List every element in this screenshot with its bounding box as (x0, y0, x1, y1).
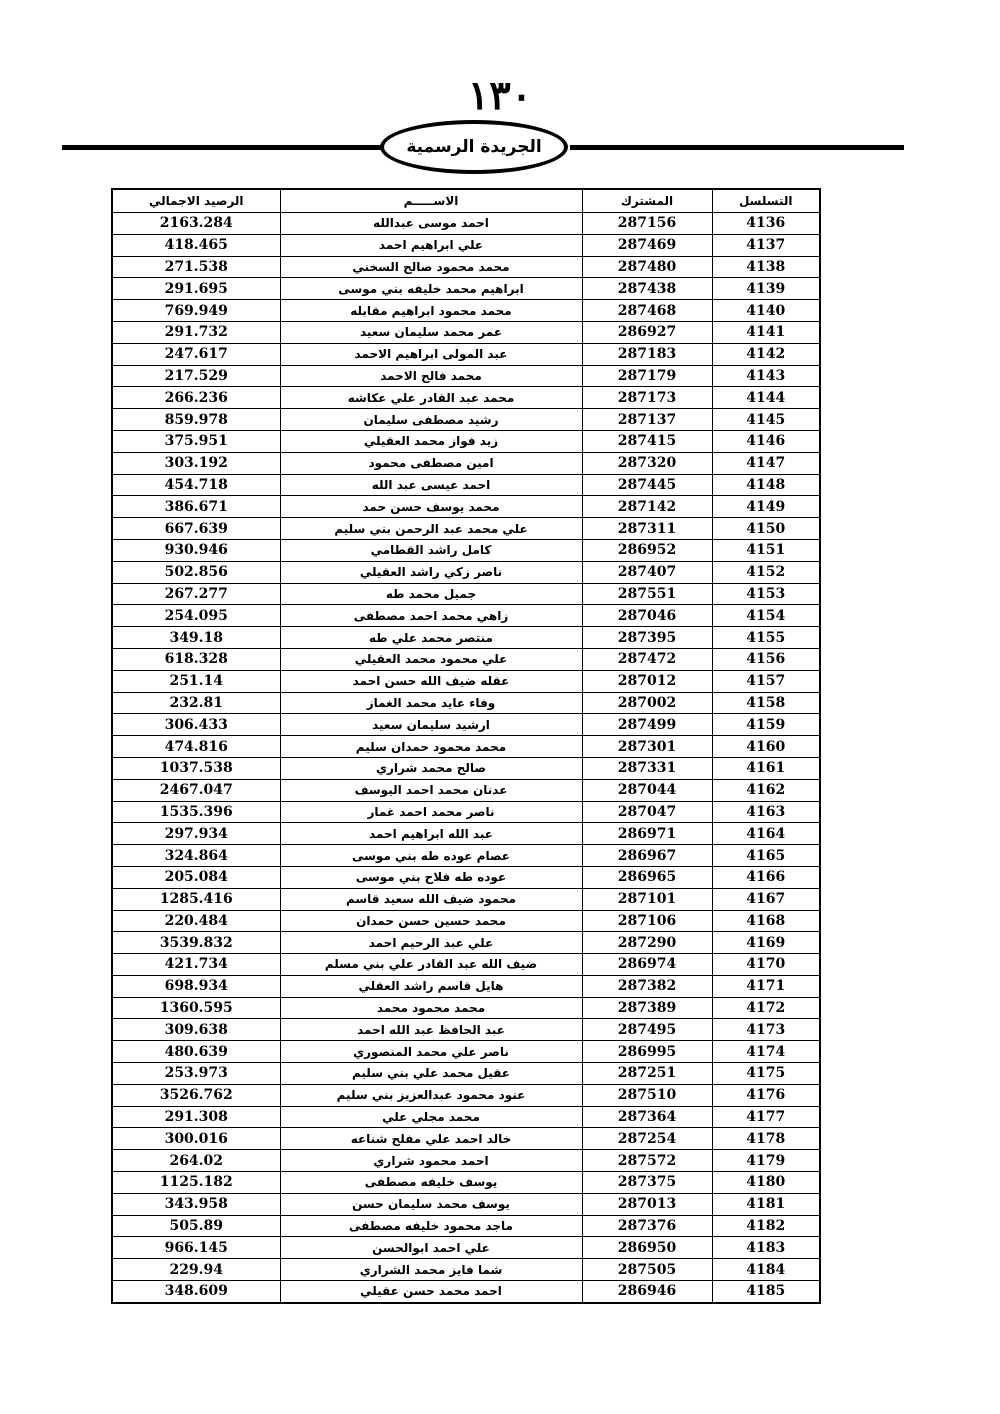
subscriber-cell: 287376 (582, 1215, 712, 1237)
subscriber-cell: 287495 (582, 1019, 712, 1041)
subscribers-table (111, 188, 821, 1304)
table-body (112, 213, 820, 1303)
subscriber-cell: 287002 (582, 692, 712, 714)
table-row (112, 1281, 820, 1303)
name-cell: محمد فالح الاحمد (280, 365, 582, 387)
serial-cell: 4141 (712, 321, 820, 343)
name-cell: محمد عبد القادر علي عكاشه (280, 387, 582, 409)
table-row (112, 343, 820, 365)
subscriber-cell: 286974 (582, 954, 712, 976)
subscriber-cell: 287472 (582, 648, 712, 670)
balance-cell: 264.02 (112, 1150, 280, 1172)
name-cell: كامل راشد القطامي (280, 539, 582, 561)
table-row (112, 757, 820, 779)
serial-cell: 4183 (712, 1237, 820, 1259)
column-header-total-balance: الرصيد الاجمالي (112, 189, 280, 213)
balance-cell: 1285.416 (112, 888, 280, 910)
table-row (112, 1215, 820, 1237)
serial-cell: 4154 (712, 605, 820, 627)
serial-cell: 4143 (712, 365, 820, 387)
subscriber-cell: 287142 (582, 496, 712, 518)
name-cell: منتصر محمد علي طه (280, 627, 582, 649)
subscriber-cell: 287551 (582, 583, 712, 605)
serial-cell: 4176 (712, 1084, 820, 1106)
serial-cell: 4165 (712, 845, 820, 867)
name-cell: يوسف محمد سليمان حسن (280, 1193, 582, 1215)
name-cell: هايل قاسم راشد العقلي (280, 975, 582, 997)
name-cell: عبد الله ابراهيم احمد (280, 823, 582, 845)
balance-cell: 454.718 (112, 474, 280, 496)
table-row (112, 234, 820, 256)
subscriber-cell: 286995 (582, 1041, 712, 1063)
serial-cell: 4182 (712, 1215, 820, 1237)
balance-cell: 1037.538 (112, 757, 280, 779)
serial-cell: 4172 (712, 997, 820, 1019)
table-row (112, 670, 820, 692)
name-cell: عنود محمود عبدالعزيز بني سليم (280, 1084, 582, 1106)
subscriber-cell: 287395 (582, 627, 712, 649)
balance-cell: 3539.832 (112, 932, 280, 954)
table-row (112, 1150, 820, 1172)
balance-cell: 930.946 (112, 539, 280, 561)
table-row (112, 932, 820, 954)
name-cell: زاهي محمد احمد مصطفى (280, 605, 582, 627)
balance-cell: 421.734 (112, 954, 280, 976)
balance-cell: 418.465 (112, 234, 280, 256)
name-cell: علي محمد عبد الرحمن بني سليم (280, 518, 582, 540)
table-row (112, 1084, 820, 1106)
serial-cell: 4147 (712, 452, 820, 474)
table-row (112, 452, 820, 474)
name-cell: عبد المولى ابراهيم الاحمد (280, 343, 582, 365)
name-cell: رشيد مصطفى سليمان (280, 409, 582, 431)
subscriber-cell: 287254 (582, 1128, 712, 1150)
serial-cell: 4142 (712, 343, 820, 365)
serial-cell: 4137 (712, 234, 820, 256)
serial-cell: 4155 (712, 627, 820, 649)
subscriber-cell: 287183 (582, 343, 712, 365)
table-row (112, 888, 820, 910)
name-cell: زيد فواز محمد العقيلي (280, 430, 582, 452)
table-row (112, 539, 820, 561)
name-cell: محمد محمود محمد (280, 997, 582, 1019)
table-row (112, 692, 820, 714)
balance-cell: 474.816 (112, 736, 280, 758)
balance-cell: 291.308 (112, 1106, 280, 1128)
name-cell: احمد محمد حسن عقيلي (280, 1281, 582, 1303)
serial-cell: 4146 (712, 430, 820, 452)
serial-cell: 4161 (712, 757, 820, 779)
table-row (112, 648, 820, 670)
balance-cell: 966.145 (112, 1237, 280, 1259)
table-row (112, 605, 820, 627)
serial-cell: 4163 (712, 801, 820, 823)
name-cell: علي احمد ابوالحسن (280, 1237, 582, 1259)
table-row (112, 387, 820, 409)
name-cell: ناصر علي محمد المنصوري (280, 1041, 582, 1063)
serial-cell: 4168 (712, 910, 820, 932)
subscriber-cell: 287382 (582, 975, 712, 997)
serial-cell: 4169 (712, 932, 820, 954)
serial-cell: 4179 (712, 1150, 820, 1172)
table-row (112, 866, 820, 888)
table-row (112, 1237, 820, 1259)
table-row (112, 1106, 820, 1128)
table-row (112, 823, 820, 845)
subscriber-cell: 287480 (582, 256, 712, 278)
subscriber-cell: 287047 (582, 801, 712, 823)
balance-cell: 266.236 (112, 387, 280, 409)
balance-cell: 303.192 (112, 452, 280, 474)
serial-cell: 4173 (712, 1019, 820, 1041)
subscriber-cell: 287469 (582, 234, 712, 256)
subscriber-cell: 287013 (582, 1193, 712, 1215)
header-rule-right (570, 145, 904, 150)
subscriber-cell: 287179 (582, 365, 712, 387)
subscriber-cell: 287389 (582, 997, 712, 1019)
balance-cell: 480.639 (112, 1041, 280, 1063)
name-cell: عقله ضيف الله حسن احمد (280, 670, 582, 692)
table-row (112, 975, 820, 997)
subscriber-cell: 287445 (582, 474, 712, 496)
table-row (112, 1041, 820, 1063)
name-cell: محمد يوسف حسن حمد (280, 496, 582, 518)
balance-cell: 343.958 (112, 1193, 280, 1215)
serial-cell: 4152 (712, 561, 820, 583)
table-row (112, 518, 820, 540)
name-cell: خالد احمد علي مفلح شناعه (280, 1128, 582, 1150)
balance-cell: 324.864 (112, 845, 280, 867)
serial-cell: 4167 (712, 888, 820, 910)
name-cell: عمر محمد سليمان سعيد (280, 321, 582, 343)
serial-cell: 4162 (712, 779, 820, 801)
subscriber-cell: 287311 (582, 518, 712, 540)
subscriber-cell: 287375 (582, 1172, 712, 1194)
table-row (112, 496, 820, 518)
subscriber-cell: 287251 (582, 1063, 712, 1085)
name-cell: ارشيد سليمان سعيد (280, 714, 582, 736)
serial-cell: 4181 (712, 1193, 820, 1215)
serial-cell: 4170 (712, 954, 820, 976)
subscriber-cell: 287499 (582, 714, 712, 736)
table-row (112, 430, 820, 452)
serial-cell: 4138 (712, 256, 820, 278)
table-row (112, 278, 820, 300)
table-row (112, 300, 820, 322)
subscriber-cell: 286952 (582, 539, 712, 561)
name-cell: عبد الحافظ عبد الله احمد (280, 1019, 582, 1041)
balance-cell: 291.695 (112, 278, 280, 300)
subscriber-cell: 287510 (582, 1084, 712, 1106)
subscriber-cell: 287173 (582, 387, 712, 409)
serial-cell: 4153 (712, 583, 820, 605)
name-cell: احمد عيسى عبد الله (280, 474, 582, 496)
balance-cell: 348.609 (112, 1281, 280, 1303)
balance-cell: 667.639 (112, 518, 280, 540)
name-cell: علي ابراهيم احمد (280, 234, 582, 256)
name-cell: ناصر زكي راشد العقيلي (280, 561, 582, 583)
subscriber-cell: 287106 (582, 910, 712, 932)
serial-cell: 4159 (712, 714, 820, 736)
gazette-title: الجريدة الرسمية (406, 137, 542, 157)
serial-cell: 4166 (712, 866, 820, 888)
subscriber-cell: 287044 (582, 779, 712, 801)
name-cell: محمد مجلي علي (280, 1106, 582, 1128)
table-row (112, 910, 820, 932)
serial-cell: 4175 (712, 1063, 820, 1085)
name-cell: محمد محمود حمدان سليم (280, 736, 582, 758)
table-row (112, 736, 820, 758)
name-cell: عصام عوده طه بني موسى (280, 845, 582, 867)
table-row (112, 845, 820, 867)
balance-cell: 217.529 (112, 365, 280, 387)
serial-cell: 4156 (712, 648, 820, 670)
name-cell: ناصر محمد احمد غمار (280, 801, 582, 823)
name-cell: شما فايز محمد الشراري (280, 1259, 582, 1281)
name-cell: محمد حسين حسن حمدان (280, 910, 582, 932)
balance-cell: 698.934 (112, 975, 280, 997)
subscriber-cell: 287331 (582, 757, 712, 779)
table-row (112, 1172, 820, 1194)
balance-cell: 297.934 (112, 823, 280, 845)
name-cell: وفاء عايد محمد الغماز (280, 692, 582, 714)
subscriber-cell: 287137 (582, 409, 712, 431)
subscriber-cell: 287101 (582, 888, 712, 910)
balance-cell: 502.856 (112, 561, 280, 583)
serial-cell: 4148 (712, 474, 820, 496)
subscriber-cell: 286971 (582, 823, 712, 845)
balance-cell: 229.94 (112, 1259, 280, 1281)
table-header-row (112, 189, 820, 213)
serial-cell: 4145 (712, 409, 820, 431)
name-cell: احمد موسى عبدالله (280, 213, 582, 235)
balance-cell: 505.89 (112, 1215, 280, 1237)
balance-cell: 247.617 (112, 343, 280, 365)
balance-cell: 205.084 (112, 866, 280, 888)
subscriber-cell: 287407 (582, 561, 712, 583)
balance-cell: 1535.396 (112, 801, 280, 823)
balance-cell: 349.18 (112, 627, 280, 649)
serial-cell: 4149 (712, 496, 820, 518)
subscriber-cell: 287012 (582, 670, 712, 692)
table-row (112, 256, 820, 278)
subscriber-cell: 287505 (582, 1259, 712, 1281)
subscriber-cell: 287468 (582, 300, 712, 322)
table-row (112, 779, 820, 801)
serial-cell: 4144 (712, 387, 820, 409)
balance-cell: 2163.284 (112, 213, 280, 235)
balance-cell: 1125.182 (112, 1172, 280, 1194)
name-cell: صالح محمد شراري (280, 757, 582, 779)
subscriber-cell: 287320 (582, 452, 712, 474)
balance-cell: 2467.047 (112, 779, 280, 801)
subscriber-cell: 287364 (582, 1106, 712, 1128)
name-cell: احمد محمود شراري (280, 1150, 582, 1172)
serial-cell: 4171 (712, 975, 820, 997)
name-cell: محمد محمود ابراهيم مقابله (280, 300, 582, 322)
serial-cell: 4140 (712, 300, 820, 322)
subscriber-cell: 287156 (582, 213, 712, 235)
balance-cell: 254.095 (112, 605, 280, 627)
serial-cell: 4185 (712, 1281, 820, 1303)
table-row (112, 954, 820, 976)
table-row (112, 627, 820, 649)
name-cell: عوده طه فلاح بني موسى (280, 866, 582, 888)
table-row (112, 365, 820, 387)
column-header-serial: التسلسل (712, 189, 820, 213)
balance-cell: 271.538 (112, 256, 280, 278)
balance-cell: 769.949 (112, 300, 280, 322)
serial-cell: 4158 (712, 692, 820, 714)
subscriber-cell: 287046 (582, 605, 712, 627)
column-header-name: الاســـــم (280, 189, 582, 213)
name-cell: محمد محمود صالح السخني (280, 256, 582, 278)
balance-cell: 300.016 (112, 1128, 280, 1150)
table-row (112, 1063, 820, 1085)
balance-cell: 386.671 (112, 496, 280, 518)
subscriber-cell: 287301 (582, 736, 712, 758)
table-row (112, 409, 820, 431)
table-row (112, 474, 820, 496)
serial-cell: 4151 (712, 539, 820, 561)
serial-cell: 4174 (712, 1041, 820, 1063)
balance-cell: 291.732 (112, 321, 280, 343)
name-cell: علي محمود محمد العقيلي (280, 648, 582, 670)
header-rule-left (62, 145, 382, 150)
name-cell: يوسف خليفه مصطفى (280, 1172, 582, 1194)
table-row (112, 801, 820, 823)
balance-cell: 220.484 (112, 910, 280, 932)
table-row (112, 714, 820, 736)
subscriber-cell: 286967 (582, 845, 712, 867)
balance-cell: 232.81 (112, 692, 280, 714)
balance-cell: 309.638 (112, 1019, 280, 1041)
balance-cell: 859.978 (112, 409, 280, 431)
name-cell: جميل محمد طه (280, 583, 582, 605)
table-row (112, 561, 820, 583)
subscriber-cell: 286946 (582, 1281, 712, 1303)
table-row (112, 1019, 820, 1041)
subscriber-cell: 287290 (582, 932, 712, 954)
subscriber-cell: 287438 (582, 278, 712, 300)
serial-cell: 4150 (712, 518, 820, 540)
table-row (112, 1259, 820, 1281)
serial-cell: 4139 (712, 278, 820, 300)
table-row (112, 583, 820, 605)
name-cell: علي عبد الرحيم احمد (280, 932, 582, 954)
serial-cell: 4136 (712, 213, 820, 235)
name-cell: ماجد محمود خليفه مصطفى (280, 1215, 582, 1237)
serial-cell: 4177 (712, 1106, 820, 1128)
name-cell: عدنان محمد احمد اليوسف (280, 779, 582, 801)
table-row (112, 1193, 820, 1215)
subscriber-cell: 286965 (582, 866, 712, 888)
balance-cell: 306.433 (112, 714, 280, 736)
serial-cell: 4160 (712, 736, 820, 758)
subscriber-cell: 287572 (582, 1150, 712, 1172)
balance-cell: 618.328 (112, 648, 280, 670)
balance-cell: 1360.595 (112, 997, 280, 1019)
serial-cell: 4164 (712, 823, 820, 845)
subscriber-cell: 286950 (582, 1237, 712, 1259)
name-cell: ابراهيم محمد خليفه بني موسى (280, 278, 582, 300)
page-number: ١٣٠ (467, 72, 533, 119)
balance-cell: 267.277 (112, 583, 280, 605)
serial-cell: 4157 (712, 670, 820, 692)
name-cell: محمود ضيف الله سعيد قاسم (280, 888, 582, 910)
subscriber-cell: 286927 (582, 321, 712, 343)
table-row (112, 1128, 820, 1150)
table-row (112, 213, 820, 235)
gazette-title-oval (380, 120, 568, 174)
name-cell: ضيف الله عبد القادر علي بني مسلم (280, 954, 582, 976)
table-row (112, 997, 820, 1019)
balance-cell: 3526.762 (112, 1084, 280, 1106)
balance-cell: 375.951 (112, 430, 280, 452)
balance-cell: 253.973 (112, 1063, 280, 1085)
serial-cell: 4180 (712, 1172, 820, 1194)
column-header-subscriber: المشترك (582, 189, 712, 213)
name-cell: عقيل محمد علي بني سليم (280, 1063, 582, 1085)
serial-cell: 4184 (712, 1259, 820, 1281)
table-row (112, 321, 820, 343)
balance-cell: 251.14 (112, 670, 280, 692)
subscriber-cell: 287415 (582, 430, 712, 452)
name-cell: امين مصطفى محمود (280, 452, 582, 474)
serial-cell: 4178 (712, 1128, 820, 1150)
